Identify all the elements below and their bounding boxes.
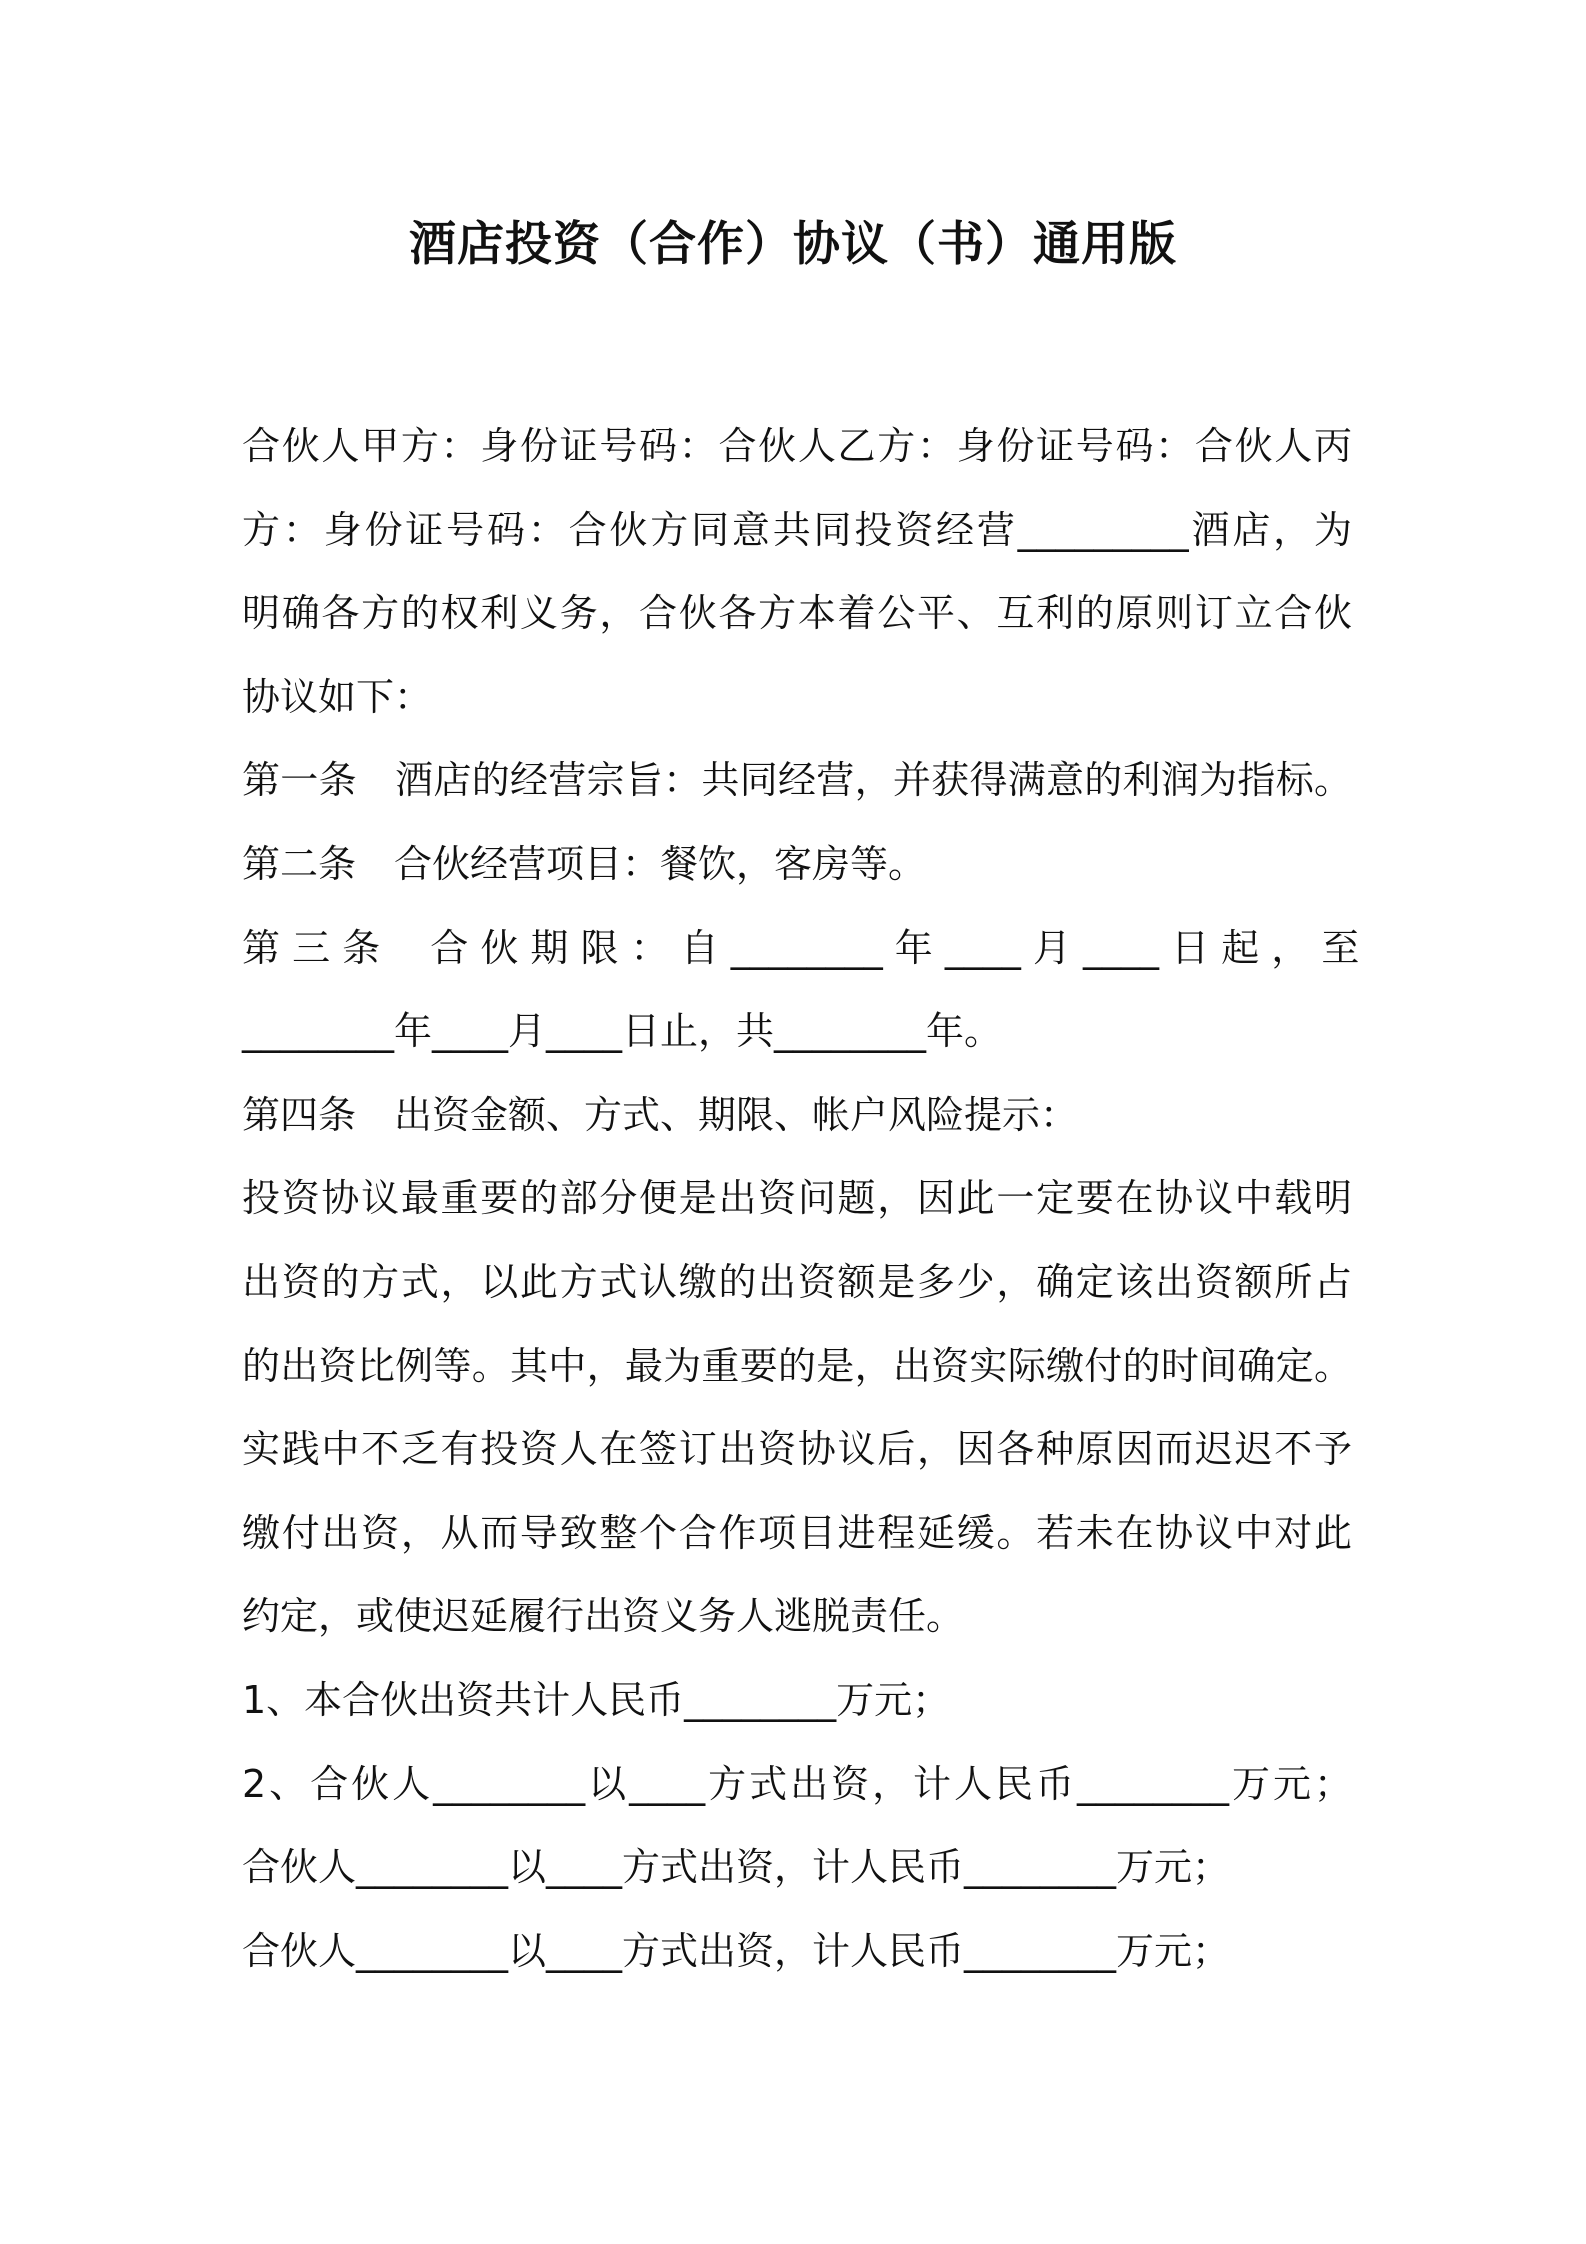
article-2-line: 第二条 合伙经营项目：餐饮，客房等。 — [242, 841, 927, 886]
list-item: 合伙人________以____方式出资，计人民币________万元； — [242, 1845, 1231, 1890]
list-item: 2、合伙人________以____方式出资，计人民币________万元； — [242, 1761, 1352, 1806]
document-body — [242, 405, 1360, 1993]
text-line: ________年____月____日止，共________年。 — [242, 1009, 1003, 1054]
text-line: 明确各方的权利义务，合伙各方本着公平、互利的原则订立合伙 — [242, 591, 1352, 636]
article-1-line: 第一条 酒店的经营宗旨：共同经营，并获得满意的利润为指标。 — [242, 758, 1352, 803]
text-line: 约定，或使迟延履行出资义务人逃脱责任。 — [242, 1594, 965, 1639]
text-line: 合伙人甲方：身份证号码：合伙人乙方：身份证号码：合伙人丙 — [242, 424, 1352, 468]
text-line: 协议如下： — [242, 674, 433, 719]
document-title: 酒店投资（合作）协议（书）通用版 — [409, 217, 1177, 272]
text-line: 方：身份证号码：合伙方同意共同投资经营_________酒店，为 — [242, 507, 1352, 552]
text-line: 投资协议最重要的部分便是出资问题，因此一定要在协议中载明 — [242, 1176, 1352, 1221]
text-line: 缴付出资，从而导致整个合作项目进程延缓。若未在协议中对此 — [242, 1510, 1352, 1555]
text-line: 出资的方式，以此方式认缴的出资额是多少，确定该出资额所占 — [242, 1259, 1352, 1304]
text-line: 实践中不乏有投资人在签订出资协议后，因各种原因而迟迟不予 — [242, 1427, 1352, 1472]
text-line: 的出资比例等。其中，最为重要的是，出资实际缴付的时间确定。 — [242, 1343, 1352, 1388]
list-item: 合伙人________以____方式出资，计人民币________万元； — [242, 1928, 1231, 1973]
list-item: 1、本合伙出资共计人民币________万元； — [242, 1677, 951, 1722]
article-4-line: 第四条 出资金额、方式、期限、帐户风险提示： — [242, 1092, 1079, 1137]
article-3-line: 第 三 条 合 伙 期 限 ： 自 ________ 年 ____ 月 ____ 日 起 ， 至 — [242, 925, 1360, 970]
